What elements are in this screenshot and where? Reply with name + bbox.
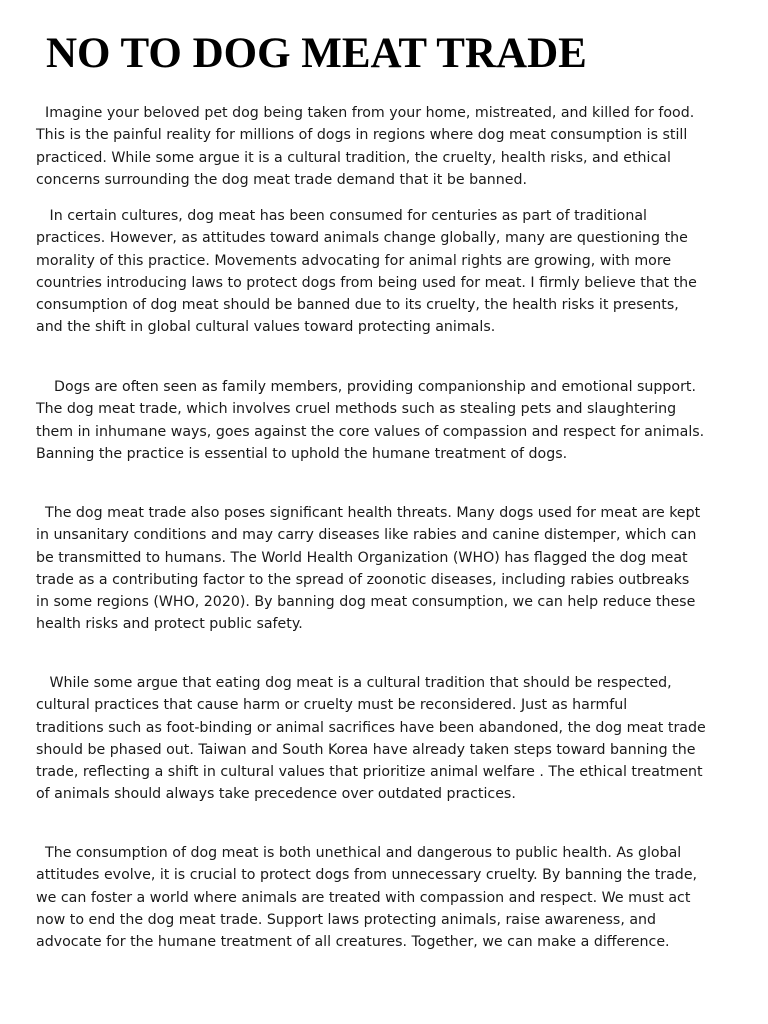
paragraph-cultural-values: While some argue that eating dog meat is a cultural tradition that should be respected, cultural practices that cause harm or cruelty must be reconsidered. Just as harmful traditions such as foot-binding or animal sacrifices have been abandoned, the dog meat trade should be phased out. Taiwan and South Korea have already taken steps toward banning the trade, reflecting a shift in cultural values that prioritize animal welfare . The ethical treatment of animals should always take precedence over outdated practices. <box>36 675 706 803</box>
paragraph-cruelty: Dogs are often seen as family members, providing companionship and emotional support. The dog meat trade, which involves cruel methods such as stealing pets and slaughtering them in inhumane ways, goes against the core values of compassion and respect for animals. Banning the practice is essential to uphold the humane treatment of dogs. <box>36 379 705 462</box>
page-title: NO TO DOG MEAT TRADE <box>46 30 587 77</box>
paragraph-intro: Imagine your beloved pet dog being taken from your home, mistreated, and killed for food. This is the painful reality for millions of dogs in regions where dog meat consumption is still practiced. While some argue it is a cultural tradition, the cruelty, health risks, and ethical concerns surrounding the dog meat trade demand that it be banned. <box>36 105 695 188</box>
paragraph-health-risks: The dog meat trade also poses significant health threats. Many dogs used for meat are kept in unsanitary conditions and may carry diseases like rabies and canine distemper, which can be transmitted to humans. The World Health Organization (WHO) has flagged the dog meat trade as a contributing factor to the spread of zoonotic diseases, including rabies outbreaks in some regions (WHO, 2020). By banning dog meat consumption, we can help reduce these health risks and protect public safety. <box>36 505 701 633</box>
paragraph-conclusion: The consumption of dog meat is both unethical and dangerous to public health. As global attitudes evolve, it is crucial to protect dogs from unnecessary cruelty. By banning the trade, we can foster a world where animals are treated with compassion and respect. We must act now to end the dog meat trade. Support laws protecting animals, raise awareness, and advocate for the humane treatment of all creatures. Together, we can make a difference. <box>36 845 698 951</box>
paragraph-background: In certain cultures, dog meat has been consumed for centuries as part of traditional practices. However, as attitudes toward animals change globally, many are questioning the morality of this practice. Movements advocating for animal rights are growing, with more countries introducing laws to protect dogs from being used for meat. I firmly believe that the consumption of dog meat should be banned due to its cruelty, the health risks it presents, and the shift in global cultural values toward protecting animals. <box>36 208 697 336</box>
